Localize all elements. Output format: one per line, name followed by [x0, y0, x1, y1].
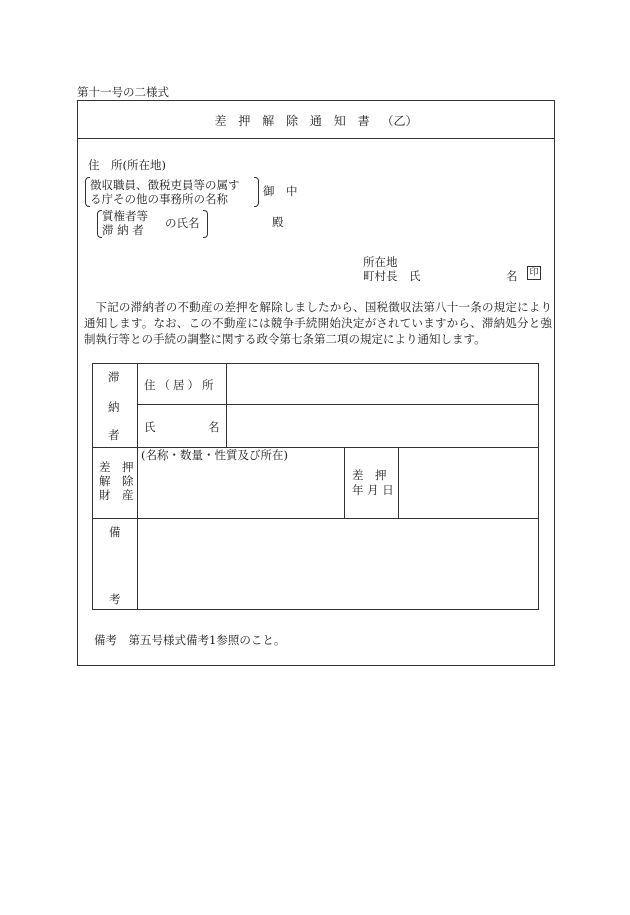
bracket-right	[254, 177, 259, 207]
details-table	[92, 363, 539, 610]
property-label-line2: 解 除	[99, 474, 134, 488]
form-number-label: 第十一号の二様式	[77, 85, 169, 99]
delinquent-char: 納	[108, 400, 120, 414]
title-char: （乙）	[381, 114, 418, 128]
delinquent-char: 滞	[108, 370, 120, 384]
table-line	[344, 447, 345, 518]
remarks-char: 備	[109, 525, 121, 539]
title-row	[78, 101, 554, 139]
bracket-right	[203, 210, 208, 238]
notice-form	[77, 100, 555, 666]
body-paragraph: 下記の滞納者の不動産の差押を解除しましたから、国税徴収法第八十一条の規定により通知します。なお、この不動産には競争手続開始決定がされていますから、滞納処分と強制執行等との手続の調整に関する政令第七条第二項の規定により通知します。	[84, 300, 552, 346]
title-char: 解	[262, 114, 275, 128]
property-description: (名称・数量・性質及び所在)	[141, 448, 288, 462]
table-line	[226, 364, 227, 447]
table-line	[137, 404, 538, 405]
title-char: 差	[214, 114, 227, 128]
remarks-char: 考	[109, 592, 121, 606]
holder-name-suffix: の氏名	[165, 216, 200, 230]
name-label-2: 名	[208, 420, 220, 434]
residence-label: 住（居）所	[144, 378, 217, 392]
title-char: 押	[238, 114, 251, 128]
holder-label-line2: 滞 納 者	[102, 223, 144, 237]
table-line	[137, 364, 138, 609]
name-label-1: 氏	[144, 420, 156, 434]
address-label: 住 所(所在地)	[88, 158, 166, 172]
title-char: 書	[357, 114, 370, 128]
sender-name-suffix: 名	[506, 269, 518, 283]
title-char: 知	[333, 114, 346, 128]
sender-title: 町村長 氏	[363, 269, 421, 283]
notice-body	[84, 299, 552, 347]
dono-label: 殿	[272, 215, 284, 229]
seizure-date-line2: 年 月 日	[352, 483, 394, 497]
delinquent-char: 者	[108, 428, 120, 442]
sender-location-label: 所在地	[363, 255, 398, 269]
office-name-line1: 徴収職員、徴税吏員等の属す	[90, 178, 240, 192]
office-name-line2: る庁その他の事務所の名称	[90, 192, 228, 206]
seal-box: 印	[527, 266, 541, 280]
form-title	[78, 112, 554, 129]
holder-label-line1: 質権者等	[102, 209, 148, 223]
seizure-date-line1: 差 押	[352, 468, 387, 482]
footer-note: 備考 第五号様式備考1参照のこと。	[94, 633, 286, 647]
table-line	[93, 518, 538, 519]
title-char: 通	[309, 114, 322, 128]
property-label-line3: 財 産	[99, 488, 134, 502]
onchu-label: 御 中	[263, 184, 298, 198]
property-label-line1: 差 押	[99, 460, 134, 474]
title-char: 除	[286, 114, 299, 128]
table-line	[398, 447, 399, 518]
